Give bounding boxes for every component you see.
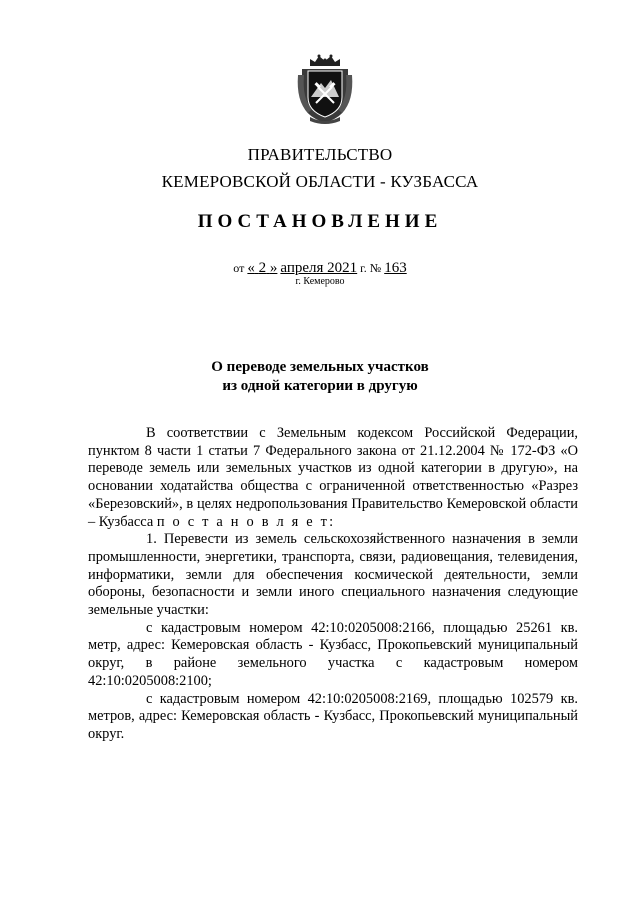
date-prefix: от [233,261,245,275]
document-number: 163 [384,260,407,276]
intro-text: В соответствии с Земельным кодексом Российской Федерации, пунктом 8 части 1 статьи 7 Федерального закона от 21.12.2004 № 172-ФЗ «О переводе земель или земельных участков из одной категории в другую», на основании ходатайства общества с ограниченной ответственностью «Разрез «Березовский», в целях недропользования Правительство Кемеровской области – Кузбасса [88,425,578,530]
number-sign: № [369,261,382,275]
government-name-line1: ПРАВИТЕЛЬСТВО [247,145,393,164]
plot-2-paragraph: с кадастровым номером 42:10:0205008:2169, площадью 102579 кв. метров, адрес: Кемеровская область - Кузбасс, Прокопьевский муниципальный округ. [88,690,578,742]
document-date-number [0,260,640,277]
date-month-year: апреля 2021 [280,260,358,276]
plot-1-paragraph: с кадастровым номером 42:10:0205008:2166, площадью 25261 кв. метр, адрес: Кемеровская область - Кузбасс, Прокопьевский муниципальный округ, в районе земельного участка с кадастровым номером 42:10:0205008:2100; [88,619,578,689]
date-day: « 2 » [247,260,278,276]
document-type-title: ПОСТАНОВЛЕНИЕ [197,211,443,232]
subject-line1: О переводе земельных участков [211,359,429,375]
date-year-suffix: г. [360,261,367,275]
intro-paragraph [88,425,578,531]
resolves-word: п о с т а н о в л я е т: [156,513,336,530]
subject-line2: из одной категории в другую [222,378,418,394]
document-city: г. Кемерово [295,276,345,287]
document-body [88,425,578,744]
item-1-paragraph: 1. Перевести из земель сельскохозяйственного назначения в земли промышленности, энергетики, транспорта, связи, радиовещания, телевидения, информатики, земли для обеспечения космической деятельности, земли обороны, безопасности и земли иного специального назначения следующие земельные участки: [88,531,578,619]
government-name-line2: КЕМЕРОВСКОЙ ОБЛАСТИ - КУЗБАССА [161,172,479,191]
document-subject [0,358,640,396]
kuzbass-coat-of-arms-icon [296,53,354,125]
